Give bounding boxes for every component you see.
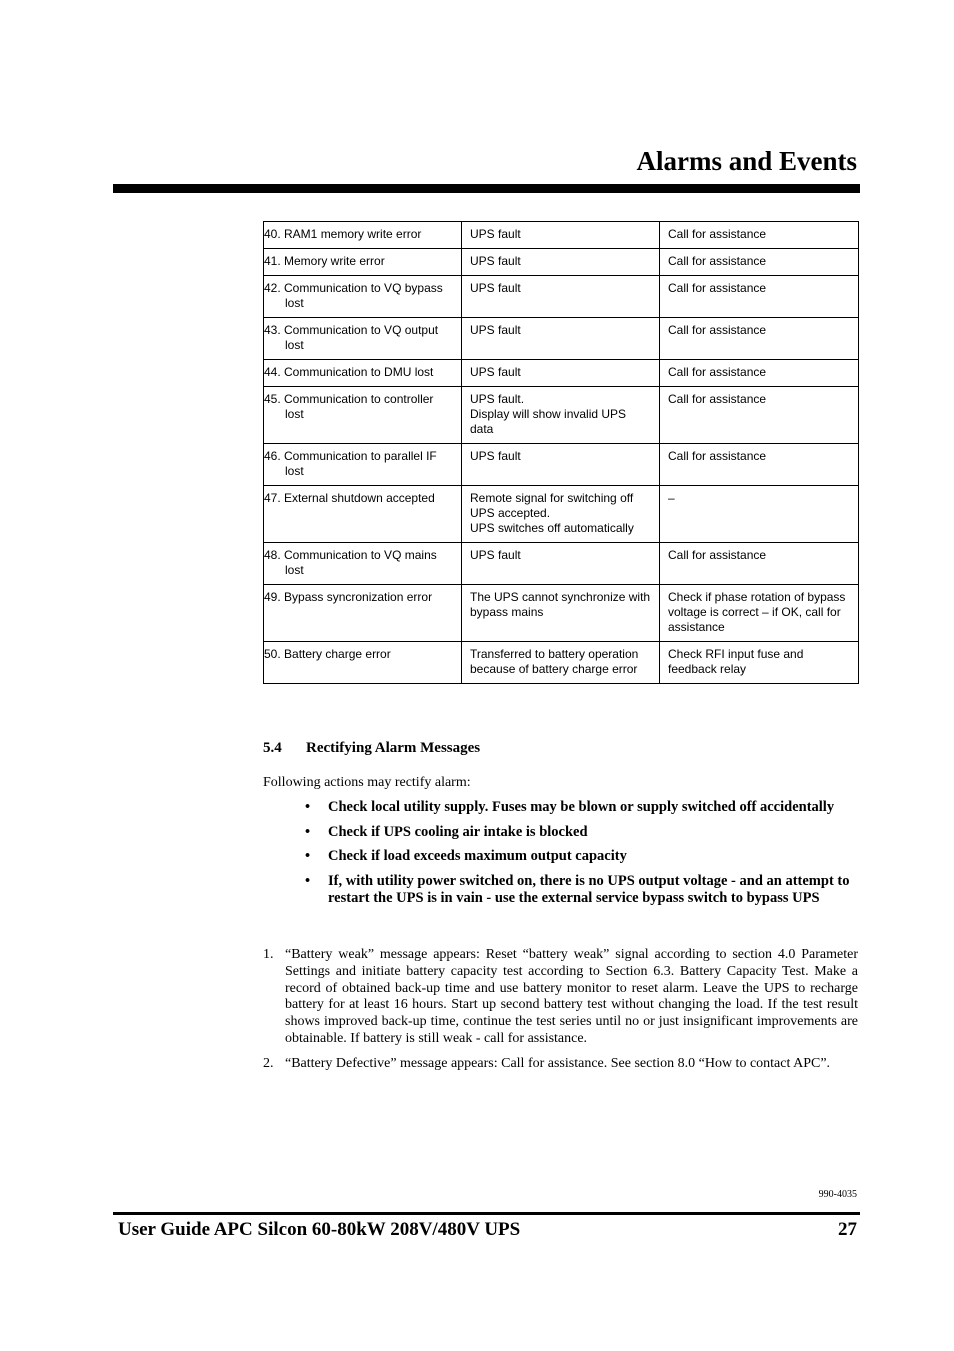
bullet-text: Check local utility supply. Fuses may be blown or supply switched off accidentally <box>328 799 835 815</box>
alarm-effect-cell: UPS fault. Display will show invalid UPS data <box>462 387 660 444</box>
alarm-name-cell: 46. Communication to parallel IF lost <box>264 444 462 486</box>
alarm-name-cell: 41. Memory write error <box>264 249 462 276</box>
item-number: 1. <box>263 947 274 962</box>
bullet-text: Check if load exceeds maximum output capacity <box>328 848 627 864</box>
alarm-name-cell: 40. RAM1 memory write error <box>264 222 462 249</box>
section-title: Rectifying Alarm Messages <box>306 740 481 756</box>
item-number: 2. <box>263 1055 274 1071</box>
alarm-name-cell: 50. Battery charge error <box>264 642 462 684</box>
alarm-effect-cell: UPS fault <box>462 360 660 387</box>
chapter-title: Alarms and Events <box>636 146 857 176</box>
alarm-table <box>263 221 859 684</box>
section-number: 5.4 <box>263 740 282 756</box>
table-row <box>264 249 859 276</box>
numbered-item <box>263 947 858 1048</box>
alarm-action-cell: Call for assistance <box>660 444 859 486</box>
alarm-effect-cell: The UPS cannot synchronize with bypass mains <box>462 585 660 642</box>
alarm-action-cell: Call for assistance <box>660 318 859 360</box>
bullet-text: Check if UPS cooling air intake is blocked <box>328 823 588 840</box>
footer-rule <box>113 1212 860 1215</box>
bullet-item <box>305 799 860 816</box>
table-row <box>264 486 859 543</box>
alarm-table-body <box>264 222 859 684</box>
bullet-item <box>305 824 860 841</box>
header-rule <box>113 184 860 193</box>
alarm-effect-cell: UPS fault <box>462 444 660 486</box>
alarm-action-cell: Check if phase rotation of bypass voltage is correct – if OK, call for assistance <box>660 585 859 642</box>
alarm-effect-cell: Remote signal for switching off UPS accepted. UPS switches off automatically <box>462 486 660 543</box>
alarm-action-cell: – <box>660 486 859 543</box>
alarm-action-cell: Call for assistance <box>660 543 859 585</box>
bullet-text: If, with utility power switched on, there is no UPS output voltage - and an attempt to restart the UPS is in vain - use the external service bypass switch to bypass UPS <box>328 872 850 906</box>
alarm-action-cell: Call for assistance <box>660 360 859 387</box>
item-text: “Battery weak” message appears: Reset “battery weak” signal according to section 4.0 Parameter Settings and initiate battery capacity test according to Section 6.3. Battery Capacity Test. Make a record of obtained back-up time and use battery monitor to reset alarm. Leave the UPS to recharge battery for at least 16 hours. Start up second battery test without changing the load. If the test result shows improved back-up time, continue the test series until no or just insignificant improvements are obtainable. If battery is still weak - call for assistance. <box>285 947 858 1046</box>
section-heading <box>263 740 480 757</box>
table-row <box>264 318 859 360</box>
item-text: “Battery Defective” message appears: Call for assistance. See section 8.0 “How to contact APC”. <box>285 1055 831 1071</box>
table-row <box>264 387 859 444</box>
alarm-name-cell: 47. External shutdown accepted <box>264 486 462 543</box>
table-row <box>264 585 859 642</box>
alarm-action-cell: Call for assistance <box>660 276 859 318</box>
alarm-effect-cell: UPS fault <box>462 543 660 585</box>
bullet-item <box>305 848 860 865</box>
alarm-name-cell: 44. Communication to DMU lost <box>264 360 462 387</box>
intro-text: Following actions may rectify alarm: <box>263 775 471 790</box>
document-number: 990-4035 <box>818 1189 857 1200</box>
alarm-effect-cell: UPS fault <box>462 318 660 360</box>
alarm-name-cell: 45. Communication to controller lost <box>264 387 462 444</box>
alarm-name-cell: 49. Bypass syncronization error <box>264 585 462 642</box>
page-number: 27 <box>838 1219 857 1240</box>
numbered-list <box>263 947 858 1081</box>
alarm-effect-cell: UPS fault <box>462 276 660 318</box>
alarm-effect-cell: UPS fault <box>462 222 660 249</box>
alarm-action-cell: Check RFI input fuse and feedback relay <box>660 642 859 684</box>
alarm-action-cell: Call for assistance <box>660 222 859 249</box>
footer-title: User Guide APC Silcon 60-80kW 208V/480V UPS <box>118 1219 521 1240</box>
alarm-name-cell: 48. Communication to VQ mains lost <box>264 543 462 585</box>
table-row <box>264 642 859 684</box>
table-row <box>264 360 859 387</box>
alarm-name-cell: 42. Communication to VQ bypass lost <box>264 276 462 318</box>
alarm-name-cell: 43. Communication to VQ output lost <box>264 318 462 360</box>
bullet-symbol: • <box>305 823 311 840</box>
table-row <box>264 444 859 486</box>
alarm-action-cell: Call for assistance <box>660 387 859 444</box>
table-row <box>264 222 859 249</box>
table-row <box>264 276 859 318</box>
bullet-symbol: • <box>305 872 311 889</box>
bullet-item <box>305 873 860 907</box>
alarm-effect-cell: Transferred to battery operation because of battery charge error <box>462 642 660 684</box>
alarm-effect-cell: UPS fault <box>462 249 660 276</box>
bullet-symbol: • <box>305 799 311 815</box>
alarm-action-cell: Call for assistance <box>660 249 859 276</box>
numbered-item <box>263 1056 858 1073</box>
bullet-list <box>305 799 860 914</box>
table-row <box>264 543 859 585</box>
bullet-symbol: • <box>305 848 311 864</box>
